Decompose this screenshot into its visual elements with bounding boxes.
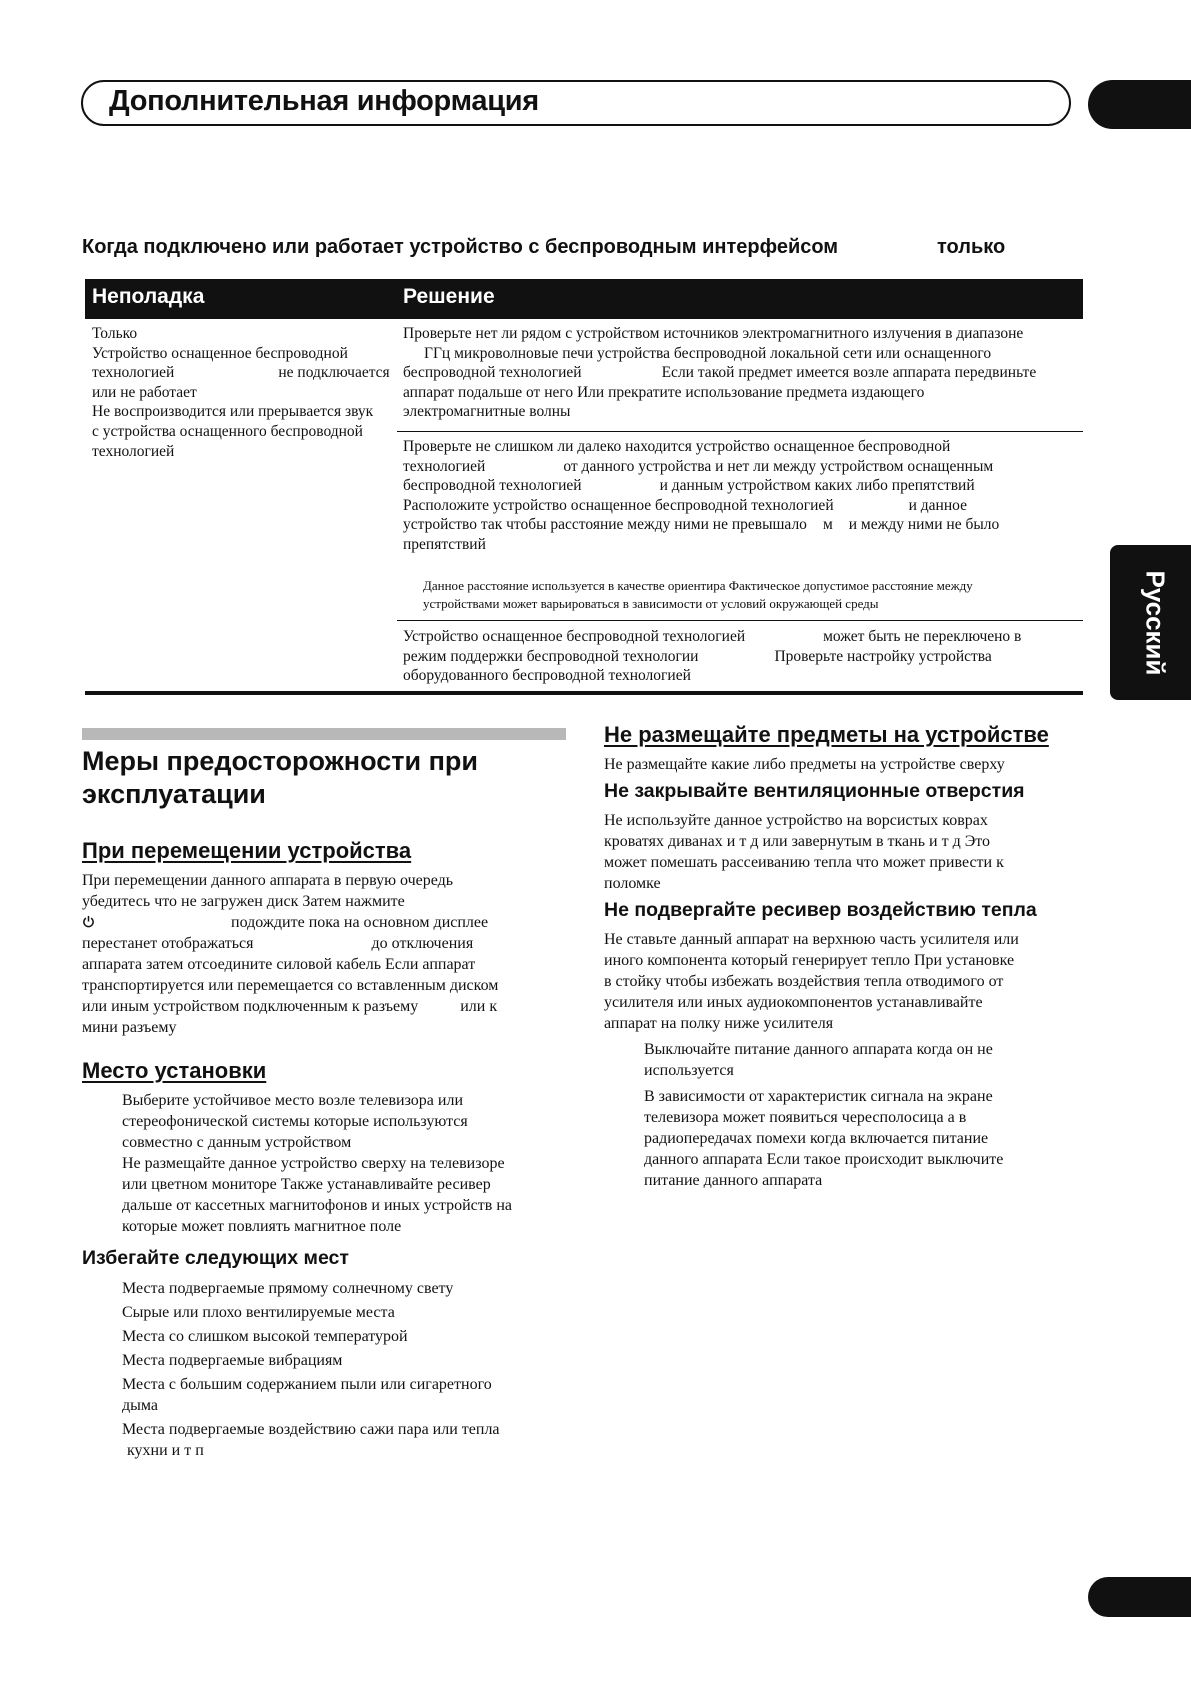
solution-line-part: может быть не переключено в: [823, 628, 1022, 645]
vents-line: кроватях диванах и т д или завернутым в ткань и т д Это: [604, 833, 991, 850]
avoid-item: Места со слишком высокой температурой: [122, 1328, 408, 1345]
note-item: радиопередачах помехи когда включается питание: [644, 1130, 989, 1147]
heat-line: в стойку чтобы избежать воздействия тепла отводимого от: [604, 973, 1004, 990]
language-tab-label: Русский: [1140, 569, 1171, 676]
problem-line-part: технологией: [92, 364, 175, 382]
moving-line-part: или к: [460, 998, 498, 1015]
moving-line-part: до отключения: [371, 935, 474, 952]
no-objects-heading: Не размещайте предметы на устройстве: [604, 722, 1049, 747]
problem-line: Только: [92, 325, 138, 342]
moving-heading: При перемещении устройства: [82, 838, 412, 863]
note-item: данного аппарата Если такое происходит выключите: [644, 1151, 1004, 1168]
distance-note: [423, 577, 1073, 613]
moving-line: [82, 996, 572, 1017]
note-line: устройствами может варьироваться в зависимости от условий окружающей среды: [423, 596, 879, 611]
solution-line-part: беспроводной технологией: [403, 364, 582, 382]
solution-line-part: и данным устройством каких либо препятствий: [659, 477, 975, 495]
problem-line-part: не подключается: [278, 364, 390, 382]
solution-line: [403, 363, 1083, 383]
placement-line: дальше от кассетных магнитофонов и иных устройств на: [122, 1197, 512, 1214]
solution-line-part: Если такой предмет имеется возле аппарата передвиньте: [661, 364, 1037, 382]
placement-line: которые может повлиять магнитное поле: [122, 1218, 402, 1235]
column-header-solution: Решение: [403, 285, 495, 308]
solution-line-part: Расположите устройство оснащенное беспроводной технологией: [403, 496, 834, 514]
solution-line: [403, 647, 1083, 667]
problem-line: Не воспроизводится или прерывается звук: [92, 403, 374, 421]
placement-line: стереофонической системы которые используются: [122, 1113, 468, 1130]
solution-line-part: устройство так чтобы расстояние между ними не превышало: [403, 516, 807, 534]
solution-line: [403, 476, 1083, 496]
solution-line-part: Проверьте настройку устройства: [774, 647, 992, 665]
row-divider: [397, 431, 1083, 432]
page-title: Дополнительная информация: [109, 85, 539, 117]
note-item: Выключайте питание данного аппарата когда он не: [644, 1041, 993, 1058]
column-header-problem: Неполадка: [92, 285, 205, 308]
problem-line: или не работает: [92, 383, 197, 401]
moving-line: [82, 933, 572, 954]
moving-line: [82, 912, 572, 933]
note-line: Данное расстояние используется в качестве ориентира Фактическое допустимое расстояние между: [423, 578, 973, 593]
solution-line: ГГц микроволновые печи устройства беспроводной локальной сети или оснащенного: [424, 344, 992, 362]
moving-line: При перемещении данного аппарата в первую очередь: [82, 872, 454, 889]
solution-line-part: и между ними не было: [848, 516, 1000, 534]
avoid-item: Места подвергаемые прямому солнечному свету: [122, 1280, 454, 1297]
note-item: питание данного аппарата: [644, 1172, 823, 1189]
problem-line: с устройства оснащенного беспроводной: [92, 422, 363, 440]
solution-line-part: технологией: [403, 457, 486, 475]
problem-cell: [92, 324, 398, 461]
moving-line: убедитесь что не загружен диск Затем нажмите: [82, 893, 405, 910]
vents-paragraph: [604, 810, 1084, 894]
avoid-item: Места с большим содержанием пыли или сигаретного: [122, 1376, 492, 1393]
moving-line: транспортируется или перемещается со вставленным диском: [82, 977, 499, 994]
notes-paragraph: [644, 1039, 1084, 1191]
solution-line: [403, 627, 1083, 647]
heat-line: усилителя или иных аудиокомпонентов устанавливайте: [604, 994, 983, 1011]
solution-line-part: Устройство оснащенное беспроводной технологией: [403, 628, 746, 645]
solution-line: электромагнитные волны: [403, 403, 571, 421]
wireless-section-title-text: Когда подключено или работает устройство с беспроводным интерфейсом: [82, 236, 839, 258]
section-gray-bar: [82, 728, 566, 740]
problem-line: Устройство оснащенное беспроводной: [92, 344, 348, 362]
placement-heading: Место установки: [82, 1058, 267, 1083]
heat-line: аппарат на полку ниже усилителя: [604, 1015, 834, 1032]
solution-line: [403, 515, 1083, 535]
solution-cell-3: [403, 627, 1083, 686]
problem-line: [92, 363, 398, 383]
heat-line: Не ставьте данный аппарат на верхнюю часть усилителя или: [604, 931, 1019, 948]
moving-paragraph: [82, 870, 572, 1038]
page-title-frame: [81, 80, 1071, 126]
heat-line: иного компонента который генерирует тепло При установке: [604, 952, 1015, 969]
row-divider: [397, 620, 1083, 621]
placement-line: или цветном мониторе Также устанавливайте ресивер: [122, 1176, 491, 1193]
moving-line-part: перестанет отображаться: [82, 935, 254, 952]
moving-line-part: подождите пока на основном дисплее: [231, 914, 489, 931]
solution-line: оборудованного беспроводной технологией: [403, 667, 691, 685]
moving-line-part: или иным устройством подключенным к разъему: [82, 998, 419, 1015]
avoid-item: Места подвергаемые воздействию сажи пара или тепла: [122, 1421, 500, 1438]
placement-line: Выберите устойчивое место возле телевизора или: [122, 1092, 463, 1109]
solution-line: [403, 496, 1083, 516]
placement-line: совместно с данным устройством: [122, 1134, 352, 1151]
troubleshooting-table-header: [85, 279, 1083, 319]
solution-line: аппарат подальше от него Или прекратите использование предмета издающего: [403, 383, 925, 401]
avoid-item: дыма: [122, 1397, 159, 1414]
avoid-item: кухни и т п: [127, 1442, 204, 1459]
vents-heading: Не закрывайте вентиляционные отверстия: [604, 780, 1025, 802]
placement-paragraph: [122, 1090, 572, 1237]
page-number-tab: [1088, 1577, 1191, 1617]
solution-cell-1: [403, 324, 1083, 422]
avoid-item: Места подвергаемые вибрациям: [122, 1352, 343, 1369]
vents-line: может помешать рассеиванию тепла что может привести к: [604, 854, 1004, 871]
wireless-section-title: [82, 236, 1022, 259]
table-bottom-rule: [85, 691, 1083, 695]
power-icon: [82, 915, 95, 928]
heat-heading: Не подвергайте ресивер воздействию тепла: [604, 899, 1037, 921]
solution-line-part: режим поддержки беспроводной технологии: [403, 647, 699, 665]
avoid-list: [122, 1278, 572, 1461]
avoid-heading: Избегайте следующих мест: [82, 1247, 349, 1269]
note-item: используется: [644, 1062, 734, 1079]
solution-line-part: от данного устройства и нет ли между устройством оснащенным: [563, 457, 994, 475]
corner-tab: [1088, 80, 1191, 129]
heat-paragraph: [604, 929, 1084, 1034]
problem-line: технологией: [92, 442, 175, 460]
vents-line: поломке: [604, 875, 661, 892]
solution-line: Проверьте не слишком ли далеко находится устройство оснащенное беспроводной: [403, 438, 951, 455]
moving-line: мини разъему: [82, 1019, 177, 1036]
precautions-heading: Меры предосторожности при эксплуатации: [82, 746, 478, 809]
vents-line: Не используйте данное устройство на ворсистых коврах: [604, 812, 988, 829]
solution-line-part: беспроводной технологией: [403, 477, 582, 495]
note-item: В зависимости от характеристик сигнала на экране: [644, 1088, 993, 1105]
solution-line-part: и данное: [908, 496, 967, 514]
solution-line: [403, 457, 1083, 477]
solution-line-part: м: [822, 516, 833, 534]
avoid-item: Сырые или плохо вентилируемые места: [122, 1304, 395, 1321]
language-tab: [1110, 545, 1191, 700]
no-objects-text: Не размещайте какие либо предметы на устройстве сверху: [604, 756, 1005, 773]
solution-cell-2: [403, 437, 1083, 555]
wireless-section-title-suffix: только: [937, 236, 1006, 258]
moving-line: аппарата затем отсоедините силовой кабель Если аппарат: [82, 956, 476, 973]
solution-line: Проверьте нет ли рядом с устройством источников электромагнитного излучения в диапазоне: [403, 325, 1024, 342]
solution-line: препятствий: [403, 535, 486, 553]
placement-line: Не размещайте данное устройство сверху на телевизоре: [122, 1155, 505, 1172]
note-item: телевизора может появиться чересполосица а в: [644, 1109, 967, 1126]
